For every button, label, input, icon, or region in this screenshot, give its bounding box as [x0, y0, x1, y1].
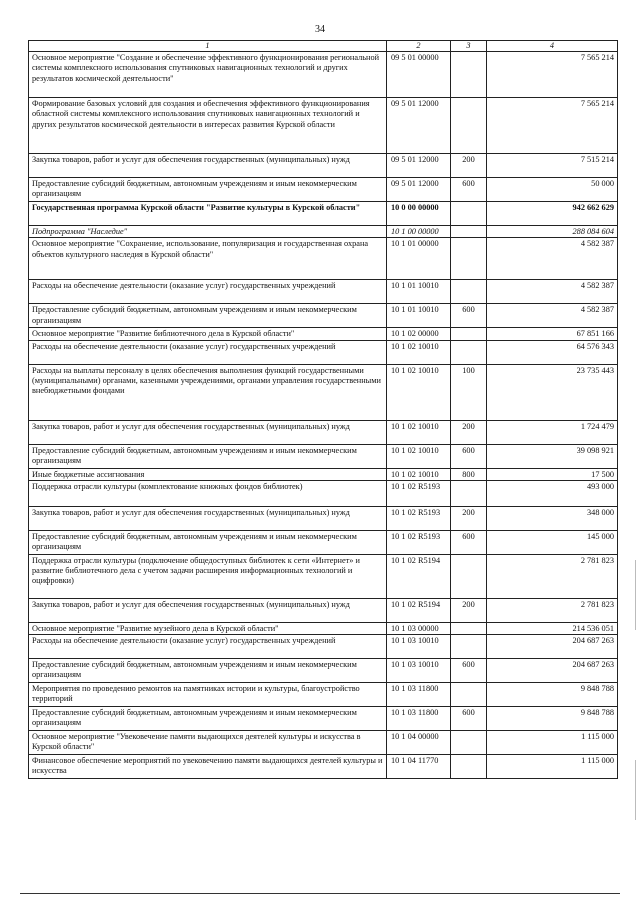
row-sum: 9 848 788	[487, 707, 618, 731]
row-type: 200	[451, 598, 487, 622]
table-row	[29, 598, 618, 622]
row-sum: 204 687 263	[487, 635, 618, 659]
row-name: Поддержка отрасли культуры (комплектование книжных фондов библиотек)	[29, 480, 387, 506]
row-type: 200	[451, 506, 487, 530]
table-row	[29, 480, 618, 506]
row-type	[451, 755, 487, 779]
row-code: 10 1 02 R5193	[387, 530, 451, 554]
row-code: 09 5 01 12000	[387, 154, 451, 178]
row-type: 200	[451, 154, 487, 178]
row-type	[451, 280, 487, 304]
row-sum: 7 565 214	[487, 52, 618, 98]
row-sum: 1 115 000	[487, 731, 618, 755]
table-row	[29, 340, 618, 364]
row-name: Закупка товаров, работ и услуг для обеспечения государственных (муниципальных) нужд	[29, 154, 387, 178]
row-name: Основное мероприятие "Создание и обеспечение эффективного функционирования региональной системы комплексного использования спутниковых навигационных технологий и других результатов космической деятельности"	[29, 52, 387, 98]
row-sum: 942 662 629	[487, 202, 618, 226]
row-type	[451, 683, 487, 707]
row-type: 600	[451, 304, 487, 328]
table-body	[29, 52, 618, 779]
row-code: 10 1 02 10010	[387, 364, 451, 420]
row-sum: 204 687 263	[487, 659, 618, 683]
table-row	[29, 202, 618, 226]
row-sum: 39 098 921	[487, 444, 618, 468]
table-row	[29, 554, 618, 598]
row-code: 10 1 02 R5194	[387, 598, 451, 622]
row-code: 10 1 04 11770	[387, 755, 451, 779]
row-sum: 348 000	[487, 506, 618, 530]
row-sum: 17 500	[487, 468, 618, 480]
row-name: Основное мероприятие "Развитие библиотечного дела в Курской области"	[29, 328, 387, 340]
table-row	[29, 635, 618, 659]
row-code: 10 1 02 10010	[387, 420, 451, 444]
row-name: Закупка товаров, работ и услуг для обеспечения государственных (муниципальных) нужд	[29, 598, 387, 622]
row-type	[451, 731, 487, 755]
table-row	[29, 707, 618, 731]
row-sum: 214 536 051	[487, 622, 618, 634]
table-row	[29, 755, 618, 779]
budget-table	[28, 40, 618, 779]
row-name: Поддержка отрасли культуры (подключение общедоступных библиотек к сети «Интернет» и развитие библиотечного дела с учетом задачи расширения информационных технологий и оцифровки)	[29, 554, 387, 598]
row-type: 600	[451, 444, 487, 468]
row-name: Предоставление субсидий бюджетным, автономным учреждениям и иным некоммерческим организациям	[29, 659, 387, 683]
table-row	[29, 226, 618, 238]
row-name: Формирование базовых условий для создания и обеспечения эффективного функционирования областной системы комплексного использования спутниковых навигационных технологий и других результатов космической деятельности в интересах развития Курской области	[29, 98, 387, 154]
row-code: 10 1 02 R5194	[387, 554, 451, 598]
row-name: Предоставление субсидий бюджетным, автономным учреждениям и иным некоммерческим организациям	[29, 707, 387, 731]
row-name: Расходы на обеспечение деятельности (оказание услуг) государственных учреждений	[29, 280, 387, 304]
row-type	[451, 622, 487, 634]
row-sum: 4 582 387	[487, 280, 618, 304]
row-sum: 50 000	[487, 178, 618, 202]
row-code: 10 1 00 00000	[387, 226, 451, 238]
row-type: 100	[451, 364, 487, 420]
row-code: 10 1 02 10010	[387, 444, 451, 468]
row-name: Государственная программа Курской области "Развитие культуры в Курской области"	[29, 202, 387, 226]
row-type	[451, 52, 487, 98]
row-type: 600	[451, 178, 487, 202]
table-row	[29, 530, 618, 554]
row-name: Расходы на обеспечение деятельности (оказание услуг) государственных учреждений	[29, 340, 387, 364]
row-type	[451, 98, 487, 154]
row-sum: 64 576 343	[487, 340, 618, 364]
table-row	[29, 52, 618, 98]
table-row	[29, 622, 618, 634]
header-col-1: 1	[29, 41, 387, 52]
row-type	[451, 226, 487, 238]
row-name: Мероприятия по проведению ремонтов на памятниках истории и культуры, благоустройство территорий	[29, 683, 387, 707]
row-code: 09 5 01 12000	[387, 98, 451, 154]
row-sum: 2 781 823	[487, 598, 618, 622]
row-code: 10 1 03 11800	[387, 707, 451, 731]
row-name: Основное мероприятие "Развитие музейного дела в Курской области"	[29, 622, 387, 634]
row-code: 10 1 02 10010	[387, 340, 451, 364]
row-name: Предоставление субсидий бюджетным, автономным учреждениям и иным некоммерческим организациям	[29, 178, 387, 202]
table-row	[29, 420, 618, 444]
table-row	[29, 506, 618, 530]
header-col-4: 4	[487, 41, 618, 52]
row-sum: 9 848 788	[487, 683, 618, 707]
bottom-rule	[20, 893, 620, 894]
row-sum: 1 724 479	[487, 420, 618, 444]
row-sum: 493 000	[487, 480, 618, 506]
row-code: 10 1 03 10010	[387, 659, 451, 683]
row-sum: 67 851 166	[487, 328, 618, 340]
scan-edge-mark	[635, 760, 636, 820]
row-code: 10 1 01 10010	[387, 304, 451, 328]
row-code: 10 1 02 R5193	[387, 480, 451, 506]
row-code: 10 0 00 00000	[387, 202, 451, 226]
row-type	[451, 238, 487, 280]
header-col-3: 3	[451, 41, 487, 52]
row-name: Иные бюджетные ассигнования	[29, 468, 387, 480]
row-code: 10 1 01 10010	[387, 280, 451, 304]
row-code: 10 1 03 10010	[387, 635, 451, 659]
row-sum: 2 781 823	[487, 554, 618, 598]
row-code: 10 1 01 00000	[387, 238, 451, 280]
row-sum: 145 000	[487, 530, 618, 554]
row-type: 200	[451, 420, 487, 444]
table-row	[29, 154, 618, 178]
row-sum: 7 515 214	[487, 154, 618, 178]
row-type	[451, 635, 487, 659]
row-sum: 1 115 000	[487, 755, 618, 779]
table-row	[29, 304, 618, 328]
page-number: 34	[315, 24, 325, 35]
scan-edge-mark	[635, 560, 636, 630]
row-name: Расходы на обеспечение деятельности (оказание услуг) государственных учреждений	[29, 635, 387, 659]
table-row	[29, 280, 618, 304]
row-sum: 4 582 387	[487, 238, 618, 280]
row-name: Основное мероприятие "Сохранение, использование, популяризация и государственная охрана объектов культурного наследия в Курской области"	[29, 238, 387, 280]
table-row	[29, 444, 618, 468]
table-row	[29, 731, 618, 755]
table-row	[29, 328, 618, 340]
row-code: 10 1 02 10010	[387, 468, 451, 480]
row-type: 600	[451, 659, 487, 683]
table-row	[29, 98, 618, 154]
row-type	[451, 328, 487, 340]
row-name: Основное мероприятие "Увековечение памяти выдающихся деятелей культуры и искусства в Курской области"	[29, 731, 387, 755]
table-row	[29, 659, 618, 683]
row-code: 10 1 03 00000	[387, 622, 451, 634]
row-name: Предоставление субсидий бюджетным, автономным учреждениям и иным некоммерческим организациям	[29, 304, 387, 328]
row-sum: 4 582 387	[487, 304, 618, 328]
header-col-2: 2	[387, 41, 451, 52]
row-type	[451, 340, 487, 364]
table-row	[29, 178, 618, 202]
row-code: 10 1 02 R5193	[387, 506, 451, 530]
row-type: 800	[451, 468, 487, 480]
row-name: Предоставление субсидий бюджетным, автономным учреждениям и иным некоммерческим организациям	[29, 444, 387, 468]
row-type	[451, 554, 487, 598]
row-code: 10 1 04 00000	[387, 731, 451, 755]
row-type: 600	[451, 530, 487, 554]
row-code: 10 1 03 11800	[387, 683, 451, 707]
row-type	[451, 202, 487, 226]
row-code: 10 1 02 00000	[387, 328, 451, 340]
row-sum: 23 735 443	[487, 364, 618, 420]
table-row	[29, 468, 618, 480]
table-row	[29, 683, 618, 707]
row-name: Закупка товаров, работ и услуг для обеспечения государственных (муниципальных) нужд	[29, 506, 387, 530]
row-type: 600	[451, 707, 487, 731]
row-name: Предоставление субсидий бюджетным, автономным учреждениям и иным некоммерческим организациям	[29, 530, 387, 554]
row-code: 09 5 01 00000	[387, 52, 451, 98]
row-code: 09 5 01 12000	[387, 178, 451, 202]
table-row	[29, 364, 618, 420]
table-row	[29, 238, 618, 280]
table-header-row	[29, 41, 618, 52]
row-sum: 288 084 604	[487, 226, 618, 238]
row-name: Финансовое обеспечение мероприятий по увековечению памяти выдающихся деятелей культуры и искусства	[29, 755, 387, 779]
row-name: Закупка товаров, работ и услуг для обеспечения государственных (муниципальных) нужд	[29, 420, 387, 444]
row-name: Подпрограмма "Наследие"	[29, 226, 387, 238]
row-sum: 7 565 214	[487, 98, 618, 154]
row-type	[451, 480, 487, 506]
row-name: Расходы на выплаты персоналу в целях обеспечения выполнения функций государственными (муниципальными) органами, казенными учреждениями, органами управления государственными внебюджетными фондами	[29, 364, 387, 420]
